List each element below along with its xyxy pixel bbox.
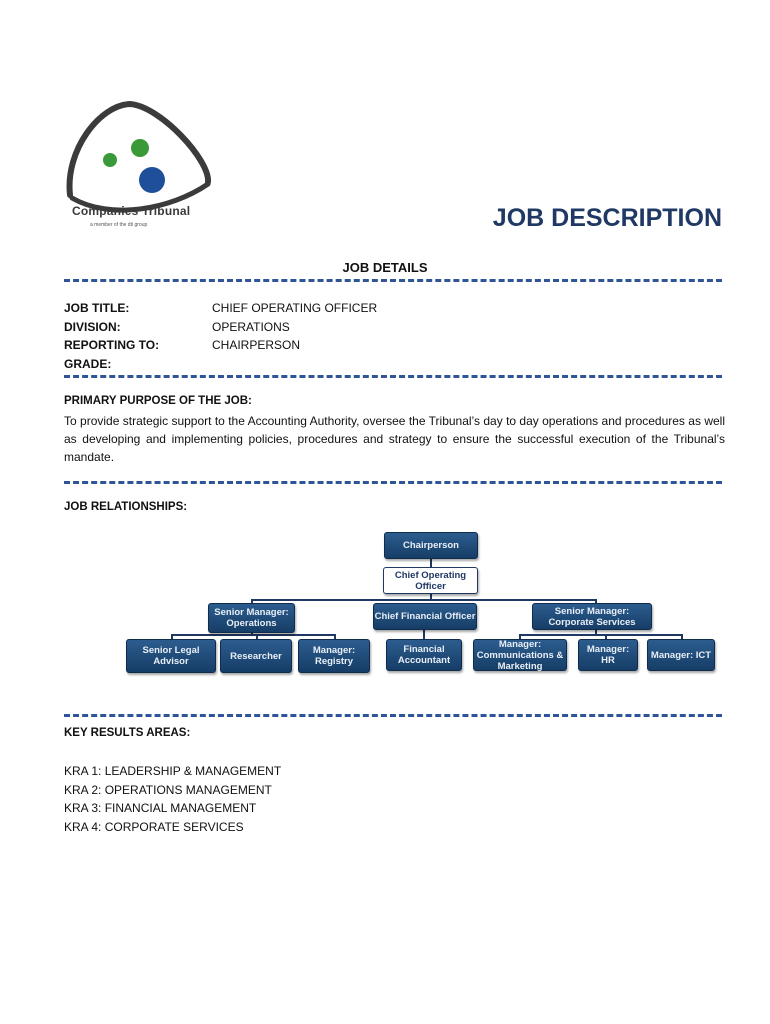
purpose-text: To provide strategic support to the Accounting Authority, oversee the Tribunal’s day to day operations and procedures as well as developing and implementing policies, procedures and strategy to ensure the successful execution of the Tribunal’s mandate. <box>64 414 725 464</box>
reporting-to-label: REPORTING TO: <box>64 338 160 352</box>
kra-item: KRA 3: FINANCIAL MANAGEMENT <box>64 801 257 815</box>
kra-heading: KEY RESULTS AREAS: <box>64 727 191 739</box>
purpose-heading: PRIMARY PURPOSE OF THE JOB: <box>64 395 252 407</box>
org-box-senior-manager-corporate-services: Senior Manager: Corporate Services <box>532 603 652 630</box>
org-box-financial-accountant: Financial Accountant <box>386 639 462 671</box>
org-box-chairperson: Chairperson <box>384 532 478 559</box>
job-title-label: JOB TITLE: <box>64 301 130 315</box>
division-value: OPERATIONS <box>212 320 290 334</box>
grade-label: GRADE: <box>64 357 112 371</box>
connector-line <box>171 634 335 636</box>
job-title-value: CHIEF OPERATING OFFICER <box>212 301 378 315</box>
org-box-senior-manager-operations: Senior Manager: Operations <box>208 603 295 633</box>
document-title: JOB DESCRIPTION <box>492 204 722 232</box>
connector-line <box>423 630 425 639</box>
reporting-to-value: CHAIRPERSON <box>212 338 301 352</box>
divider <box>64 279 722 282</box>
relationships-heading: JOB RELATIONSHIPS: <box>64 501 188 513</box>
org-box-senior-legal-advisor: Senior Legal Advisor <box>126 639 216 673</box>
org-box-manager-hr: Manager: HR <box>578 639 638 671</box>
logo-tagline: a member of the dti group <box>90 222 148 228</box>
companies-tribunal-logo <box>60 100 220 240</box>
kra-item: KRA 1: LEADERSHIP & MANAGEMENT <box>64 764 282 778</box>
org-box-cfo: Chief Financial Officer <box>373 603 477 630</box>
org-box-manager-registry: Manager: Registry <box>298 639 370 673</box>
org-box-manager-ict: Manager: ICT <box>647 639 715 671</box>
kra-item: KRA 2: OPERATIONS MANAGEMENT <box>64 783 272 797</box>
divider <box>64 481 722 484</box>
logo-name: Companies Tribunal <box>72 204 191 218</box>
job-details-heading: JOB DETAILS <box>342 260 428 275</box>
org-box-coo: Chief Operating Officer <box>383 567 478 594</box>
org-box-researcher: Researcher <box>220 639 292 673</box>
kra-item: KRA 4: CORPORATE SERVICES <box>64 820 244 834</box>
connector-line <box>251 599 596 601</box>
divider <box>64 714 722 717</box>
connector-line <box>519 634 682 636</box>
divider <box>64 375 722 378</box>
org-box-manager-communications: Manager: Communications & Marketing <box>473 639 567 671</box>
division-label: DIVISION: <box>64 320 121 334</box>
connector-line <box>430 559 432 567</box>
